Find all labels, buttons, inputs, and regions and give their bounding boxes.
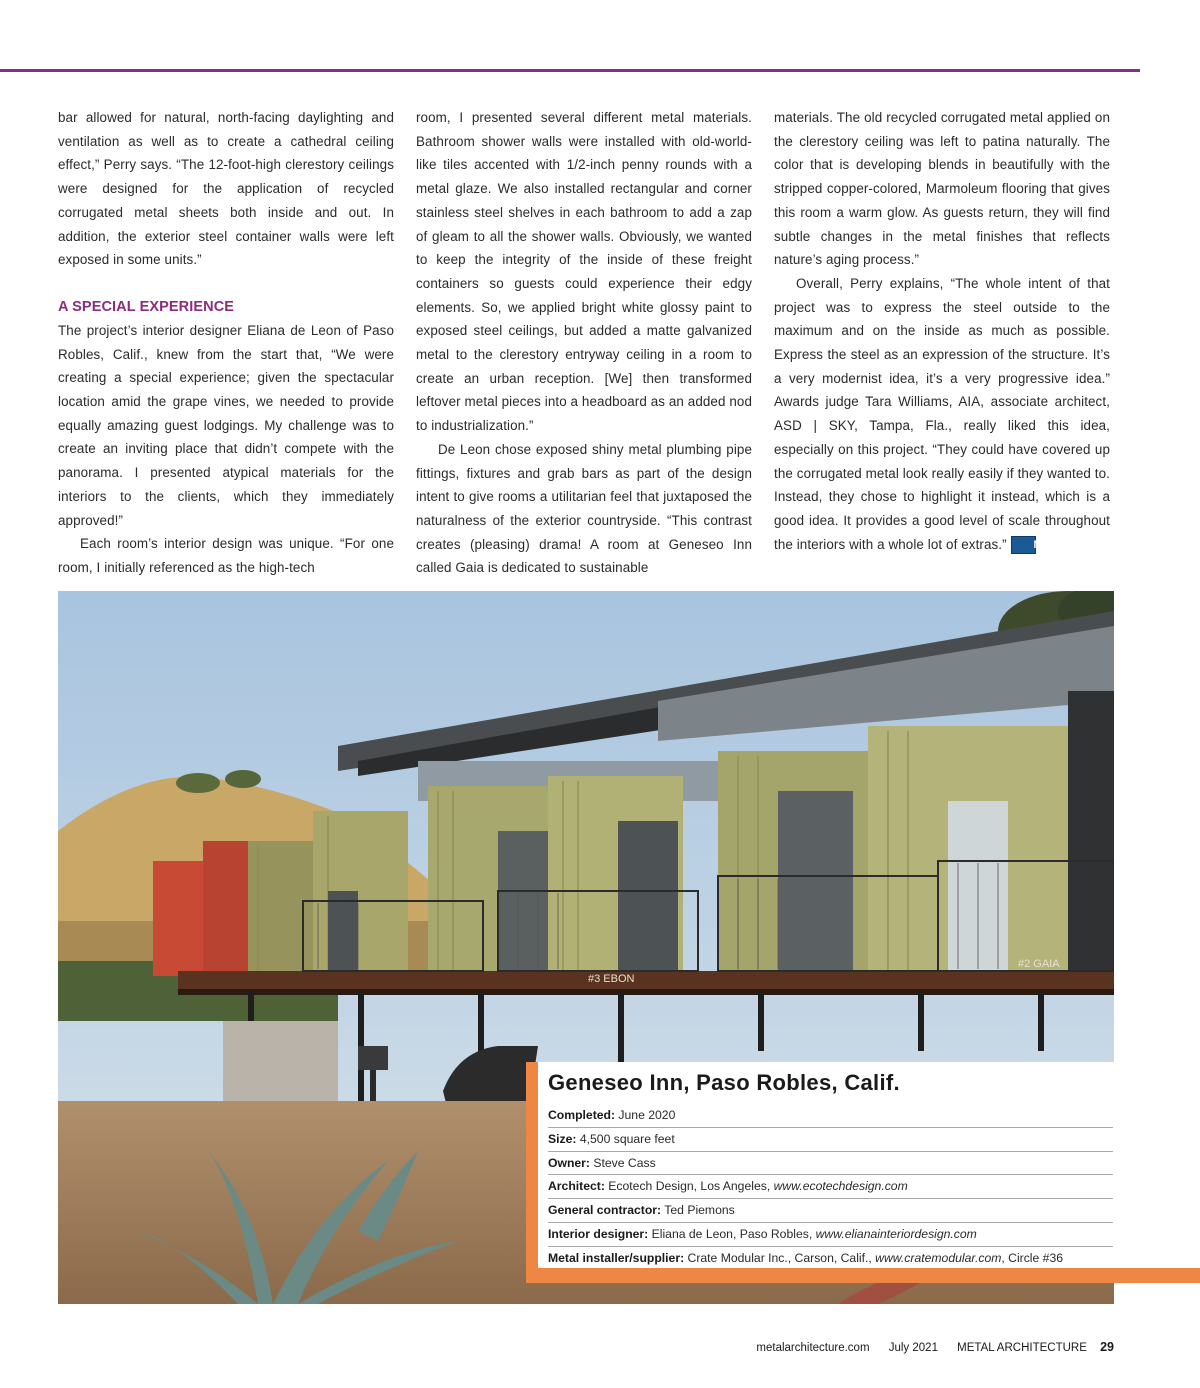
- detail-label: Owner:: [548, 1155, 590, 1170]
- detail-owner: [548, 1152, 1113, 1176]
- project-title: Geneseo Inn, Paso Robles, Calif.: [548, 1070, 900, 1095]
- project-info-panel: [538, 1062, 1200, 1268]
- detail-label: Completed:: [548, 1108, 616, 1122]
- detail-value: June 2020: [618, 1108, 676, 1122]
- detail-general-contractor: [548, 1199, 1113, 1223]
- detail-value: Ted Piemons: [664, 1203, 735, 1218]
- header-rule: [0, 69, 1140, 72]
- page-footer: [740, 1340, 1114, 1354]
- detail-value: 4,500 square feet: [579, 1131, 675, 1146]
- concrete-wall: [223, 1021, 338, 1111]
- detail-label: Size:: [548, 1131, 577, 1146]
- reader-circle: , Circle #36: [1001, 1250, 1064, 1265]
- project-details: [548, 1104, 1113, 1270]
- detail-value: Eliana de Leon, Paso Robles,: [651, 1226, 813, 1241]
- section-heading: A SPECIAL EXPERIENCE: [58, 298, 235, 315]
- detail-value: Ecotech Design, Los Angeles,: [608, 1179, 771, 1194]
- paragraph: room, I presented several different metal materials. Bathroom shower walls were installed with old-world-like tiles accented with 1/2-inch penny rounds with a metal glaze. We also installed rectangular and corner stainless steel shelves in each bathroom to add a zap of gleam to all the shower walls. Obviously, we wanted to keep the integrity of the inside of these freight containers so guests could experience their edgy elements. So, we applied bright white glossy paint to exposed steel ceilings, but added a matte galvanized metal to the clerestory entryway ceiling in a room to create an urban reception. [We] then transformed leftover metal pieces into a headboard as an added nod to industrialization.”: [416, 110, 752, 434]
- architect-link[interactable]: www.ecotechdesign.com: [773, 1179, 908, 1194]
- paragraph-text: Overall, Perry explains, “The whole intent of that project was to express the steel outside to the maximum and on the inside as much as possible. Express the steel as an expression of the structure. It’s a very modernist idea, it’s a very progressive idea.” Awards judge Tara Williams, AIA, associate architect, ASD | SKY, Tampa, Fla., really liked this idea, especially on this project. “They could have covered up the corrugated metal look really easily if they wanted to. Instead, they chose to highlight it instead, which is a good idea. It provides a good level of scale throughout the interiors with a whole lot of extras.”: [774, 275, 1110, 552]
- room-sign-ebon: #3 EBON: [588, 973, 635, 985]
- detail-label: General contractor:: [548, 1203, 662, 1218]
- metal-supplier-link[interactable]: www.cratemodular.com: [875, 1250, 1002, 1265]
- detail-architect: [548, 1175, 1113, 1199]
- text-column-1: [58, 106, 394, 580]
- footer-site: metalarchitecture.com: [756, 1342, 870, 1354]
- footer-issue: July 2021: [888, 1342, 938, 1354]
- detail-completed: [548, 1104, 1113, 1128]
- paragraph: Each room’s interior design was unique. “For one room, I initially referenced as the high-tech: [58, 536, 394, 575]
- page-number: 29: [1100, 1340, 1114, 1354]
- detail-metal-supplier: [548, 1247, 1113, 1270]
- detail-value: Crate Modular Inc., Carson, Calif.,: [687, 1250, 872, 1265]
- project-info-box: [526, 1062, 1200, 1283]
- interior-designer-link[interactable]: www.elianainteriordesign.com: [815, 1226, 977, 1241]
- room-sign-gaia: #2 GAIA: [1018, 958, 1060, 970]
- detail-interior-designer: [548, 1223, 1113, 1247]
- detail-label: Architect:: [548, 1179, 605, 1194]
- text-column-2: [416, 106, 752, 580]
- detail-label: Metal installer/supplier:: [548, 1250, 685, 1265]
- text-column-3: [774, 106, 1110, 556]
- detail-size: [548, 1128, 1113, 1152]
- paragraph: De Leon chose exposed shiny metal plumbing pipe fittings, fixtures and grab bars as part of the design intent to give rooms a utilitarian feel that juxtaposed the naturalness of the exterior countryside. “This contrast creates (pleasing) drama! A room at Geneseo Inn called Gaia is dedicated to sustainable: [416, 441, 752, 576]
- paragraph: The project’s interior designer Eliana de Leon of Paso Robles, Calif., knew from the start that, “We were creating a special experience; given the spectacular location amid the grape vines, we needed to provide equally amazing guest lodgings. My challenge was to create an inviting place that didn’t compete with the panorama. I presented atypical materials for the interiors to the clients, which they immediately approved!”: [58, 322, 394, 528]
- end-mark-logo: Ma: [1011, 536, 1036, 554]
- paragraph: materials. The old recycled corrugated metal applied on the clerestory ceiling was left to patina naturally. The color that is developing blends in beautifully with the stripped copper-colored, Marmoleum flooring that gives this room a warm glow. As guests return, they will find subtle changes in the metal finishes that reflects nature’s aging process.”: [774, 110, 1110, 268]
- footer-magazine: METAL ARCHITECTURE: [957, 1342, 1087, 1354]
- deck: [178, 971, 1114, 989]
- paragraph: bar allowed for natural, north-facing daylighting and ventilation as well as to create a cathedral ceiling effect,” Perry says. “The 12-foot-high clerestory ceilings were designed for the application of recycled corrugated metal sheets both inside and out. In addition, the exterior steel container walls were left exposed in some units.”: [58, 110, 394, 268]
- red-container: [153, 861, 208, 976]
- detail-label: Interior designer:: [548, 1226, 649, 1241]
- paragraph: [774, 272, 1110, 556]
- detail-value: Steve Cass: [593, 1155, 656, 1170]
